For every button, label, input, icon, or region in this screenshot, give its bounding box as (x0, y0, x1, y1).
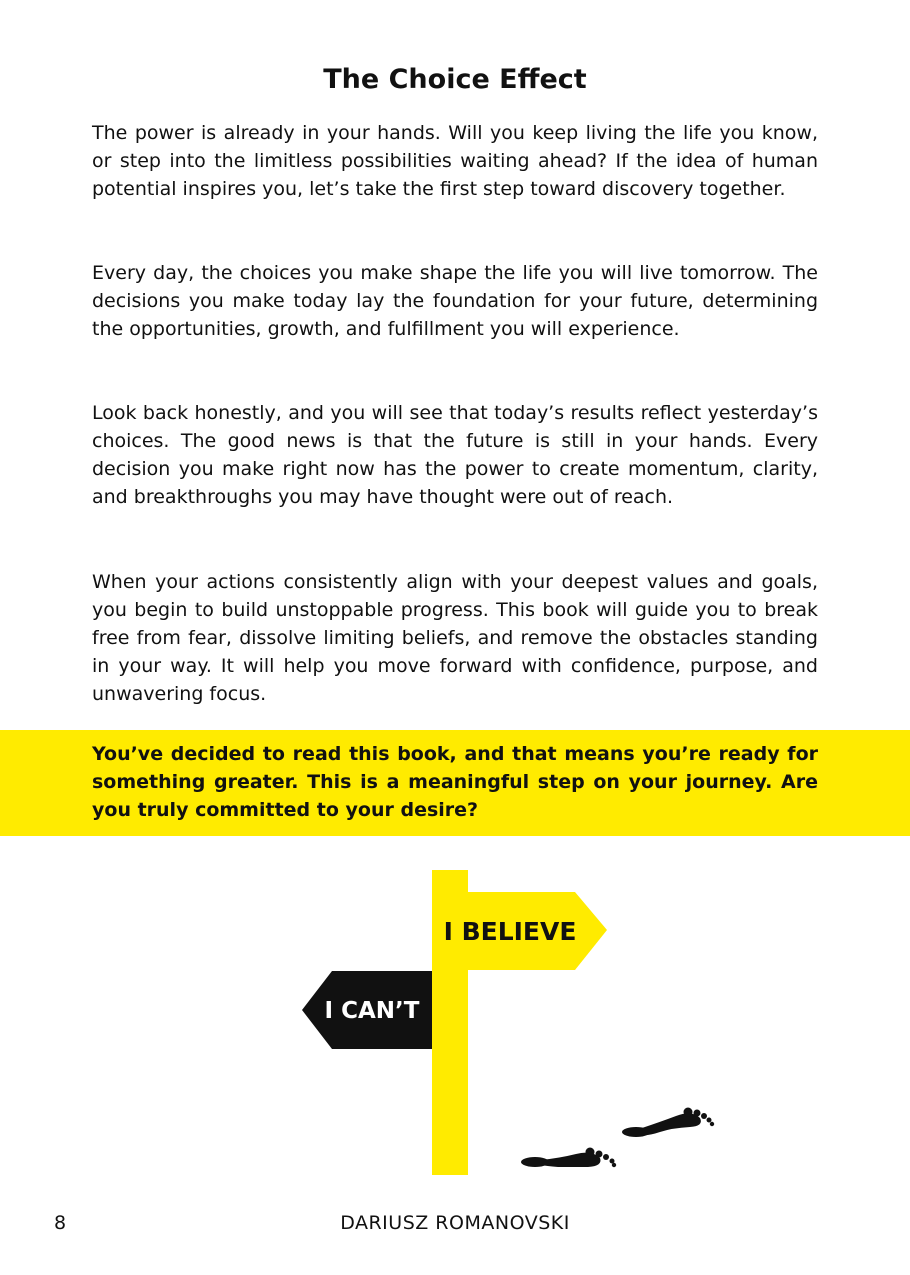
paragraph-2: Every day, the choices you make shape the life you will live tomorrow. The decisions you make today lay the foundation for your future, determining the opportunities, growth, and fulfillment you will experience. (92, 262, 818, 340)
paragraph-4: When your actions consistently align with your deepest values and goals, you begin to build unstoppable progress. This book will guide you to break free from fear, dissolve limiting beliefs, and remove the obstacles standing in your way. It will help you move forward with confidence, purpose, and unwavering focus. (92, 571, 818, 705)
callout-text: You’ve decided to read this book, and that means you’re ready for something greater. This is a meaningful step on your journey. Are you truly committed to your desire? (92, 743, 818, 821)
page-number: 8 (54, 1212, 67, 1234)
paragraph-1: The power is already in your hands. Will you keep living the life you know, or step into the limitless possibilities waiting ahead? If the idea of human potential inspires you, let’s take the first step toward discovery together. (92, 122, 818, 200)
sign-left-label: I CAN’T (324, 998, 420, 1024)
sign-right-label: I BELIEVE (443, 917, 577, 946)
footprint-upper-icon (622, 1108, 714, 1138)
page-title: The Choice Effect (323, 64, 587, 95)
footprint-lower-icon (521, 1148, 616, 1168)
paragraph-3: Look back honestly, and you will see that today’s results reflect yesterday’s choices. The good news is that the future is still in your hands. Every decision you make right now has the power to create momentum, clarity, and breakthroughs you may have thought were out of reach. (92, 402, 818, 508)
footer-author: DARIUSZ ROMANOVSKI (340, 1212, 570, 1234)
signpost-illustration (0, 860, 910, 1180)
